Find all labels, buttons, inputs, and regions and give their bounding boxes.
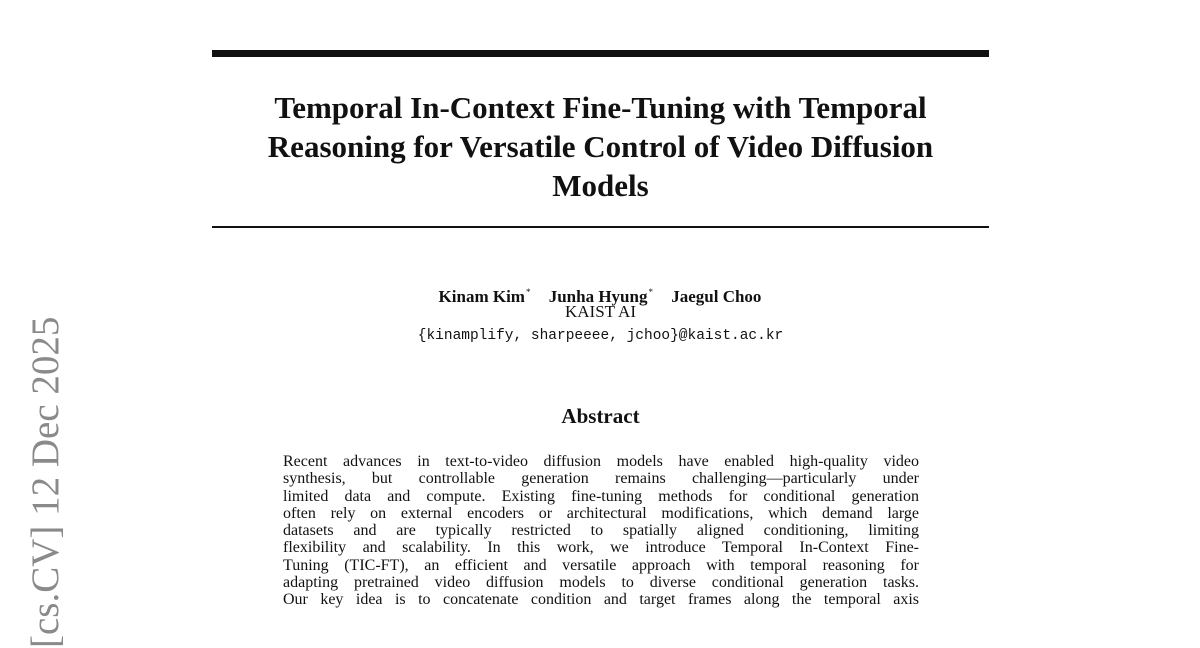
abstract-body: [283, 453, 919, 609]
abstract-line: adapting pretrained video diffusion models to diverse conditional generation tasks.: [283, 574, 919, 592]
abstract-line: synthesis, but controllable generation remains challenging—particularly under: [283, 470, 919, 488]
title-rule: [212, 226, 989, 228]
paper-title: [212, 88, 989, 205]
title-line: Models: [552, 168, 649, 203]
top-rule: [212, 50, 989, 57]
author-emails: {kinamplify, sharpeeee, jchoo}@kaist.ac.kr: [417, 328, 784, 344]
title-line: Temporal In-Context Fine-Tuning with Temporal: [274, 90, 927, 125]
equal-contribution-mark: *: [525, 287, 531, 297]
abstract-heading: Abstract: [561, 404, 640, 428]
abstract-line: datasets and are typically restricted to spatially aligned conditioning, limiting: [283, 522, 919, 540]
author-name: Jaegul Choo: [671, 287, 762, 306]
arxiv-side-stamp: [cs.CV] 12 Dec 2025: [24, 316, 67, 648]
abstract-line: Recent advances in text-to-video diffusion models have enabled high-quality video: [283, 453, 919, 470]
abstract-line: flexibility and scalability. In this work, we introduce Temporal In-Context Fine-: [283, 539, 919, 557]
equal-contribution-mark: *: [648, 287, 653, 297]
abstract-line: often rely on external encoders or architectural modifications, which demand large: [283, 504, 919, 522]
abstract-line: Tuning (TIC-FT), an efficient and versatile approach with temporal reasoning for: [283, 556, 919, 574]
abstract-line: Our key idea is to concatenate condition and target frames along the temporal axis: [283, 591, 919, 609]
abstract-line: limited data and compute. Existing fine-tuning methods for conditional generation: [283, 487, 919, 505]
author-name: Junha Hyung: [548, 287, 648, 306]
affiliation: KAIST AI: [565, 302, 636, 321]
title-line: Reasoning for Versatile Control of Video Diffusion: [267, 129, 934, 164]
author-name: Kinam Kim: [438, 287, 525, 306]
